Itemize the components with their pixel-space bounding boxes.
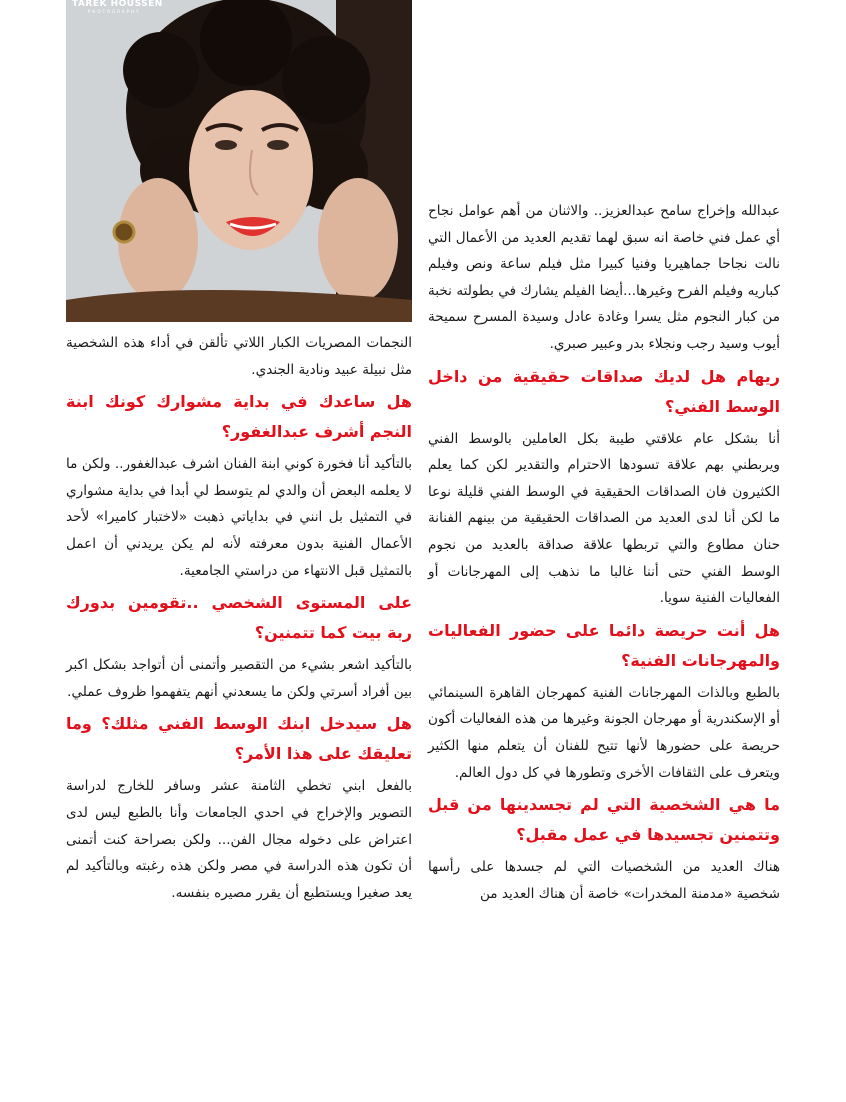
question-heading: هل ساعدك في بداية مشوارك كونك ابنة النجم أشرف عبدالغفور؟	[66, 392, 412, 442]
paragraph: هناك العديد من الشخصيات التي لم جسدها على رأسها شخصية «مدمنة المخدرات» خاصة أن هناك العديد من	[428, 859, 780, 902]
question-heading: هل سيدخل ابنك الوسط الفني مثلك؟ وما تعليقك على هذا الأمر؟	[66, 714, 412, 764]
paragraph: بالتأكيد أنا فخورة كوني ابنة الفنان اشرف عبدالغفور.. ولكن ما لا يعلمه البعض أن والدي لم يتوسط لي أبدا في بداية مشواري في التمثيل بل انني في بداياتي ذهبت «لاختبار كاميرا» لأحد الأعمال الفنية بدون معرفته لأنه لم يكن يريدني أن اعمل بالتمثيل قبل الانتهاء من دراستي الجامعية.	[66, 456, 412, 579]
paragraph: بالطبع وبالذات المهرجانات الفنية كمهرجان القاهرة السينمائي أو الإسكندرية أو مهرجان الجونة وغيرها من هذه الفعاليات أكون حريصة على حضورها لأنها تتيح للفنان أن يتعلم منها الكثير ويتعرف على الثقافات الأخرى وتطورها في كل دول العالم.	[428, 684, 780, 781]
photo-credit: TAREK HOUSSEN	[72, 0, 163, 9]
question-heading: هل أنت حريصة دائما على حضور الفعاليات والمهرجانات الفنية؟	[428, 620, 780, 670]
paragraph: أنا بشكل عام علاقتي طيبة بكل العاملين بالوسط الفني ويربطني بهم علاقة تسودها الاحترام والتقدير لكن كما يعلم الكثيرون فان الصداقات الحقيقية في الوسط الفني قليلة نوعا ما لكن أنا لدى العديد من الصداقات الحقيقية من بينهم الفنانة حنان مطاوع والتي تربطها علاقة صداقة بالعديد من نجوم الوسط الفني حتى أننا غالبا ما نذهب إلى المهرجانات أو الفعاليات الفنية سويا.	[428, 430, 780, 607]
paragraph: النجمات المصريات الكبار اللاتي تألقن في أداء هذه الشخصية مثل نبيلة عبيد ونادية الجندي.	[66, 335, 412, 378]
photo-credit-sub: PHOTOGRAPHY	[88, 9, 141, 14]
article-column-left	[66, 330, 412, 910]
question-heading: ما هي الشخصية التي لم تجسدينها من قبل وتتمنين تجسيدها في عمل مقبل؟	[428, 795, 780, 845]
question-heading: على المستوى الشخصي ..تقومين بدورك ربة بيت كما تتمنين؟	[66, 593, 412, 643]
paragraph: عبدالله وإخراج سامح عبدالعزيز.. والاثنان من أهم عوامل نجاح أي عمل فني خاصة انه سبق لهما تقديم العديد من الأعمال التي نالت نجاحا جماهيريا وفنيا كبيرا مثل فيلم ساعة ونص وفيلم كباريه وفيلم الفرح وغيرها...أيضا الفيلم يشارك في بطولته نخبة من كبار النجوم مثل يسرا وغادة عادل وسيدة المسرح سميحة أيوب وسيد رجب ونجلاء بدر وعبير صبري.	[428, 203, 780, 352]
paragraph: بالتأكيد اشعر بشيء من التقصير وأتمنى أن أتواجد بشكل اكبر بين أفراد أسرتي ولكن ما يسعدني أنهم يتفهموا ظروف عملي.	[66, 657, 412, 700]
question-heading: ريهام هل لديك صداقات حقيقية من داخل الوسط الفني؟	[428, 366, 780, 416]
article-column-right	[428, 198, 780, 911]
portrait-photo	[66, 0, 412, 322]
portrait-illustration	[66, 0, 412, 322]
paragraph: بالفعل ابني تخطي الثامنة عشر وسافر للخارج لدراسة التصوير والإخراج في احدي الجامعات وأنا بالطبع ليس لدى اعتراض على دخوله مجال الفن... ولكن بصراحة كنت أتمنى أن تكون هذه الدراسة في مصر ولكن هذه رغبته وبالتأكيد لم يعد صغيرا ويستطيع أن يقرر مصيره بنفسه.	[66, 778, 412, 901]
